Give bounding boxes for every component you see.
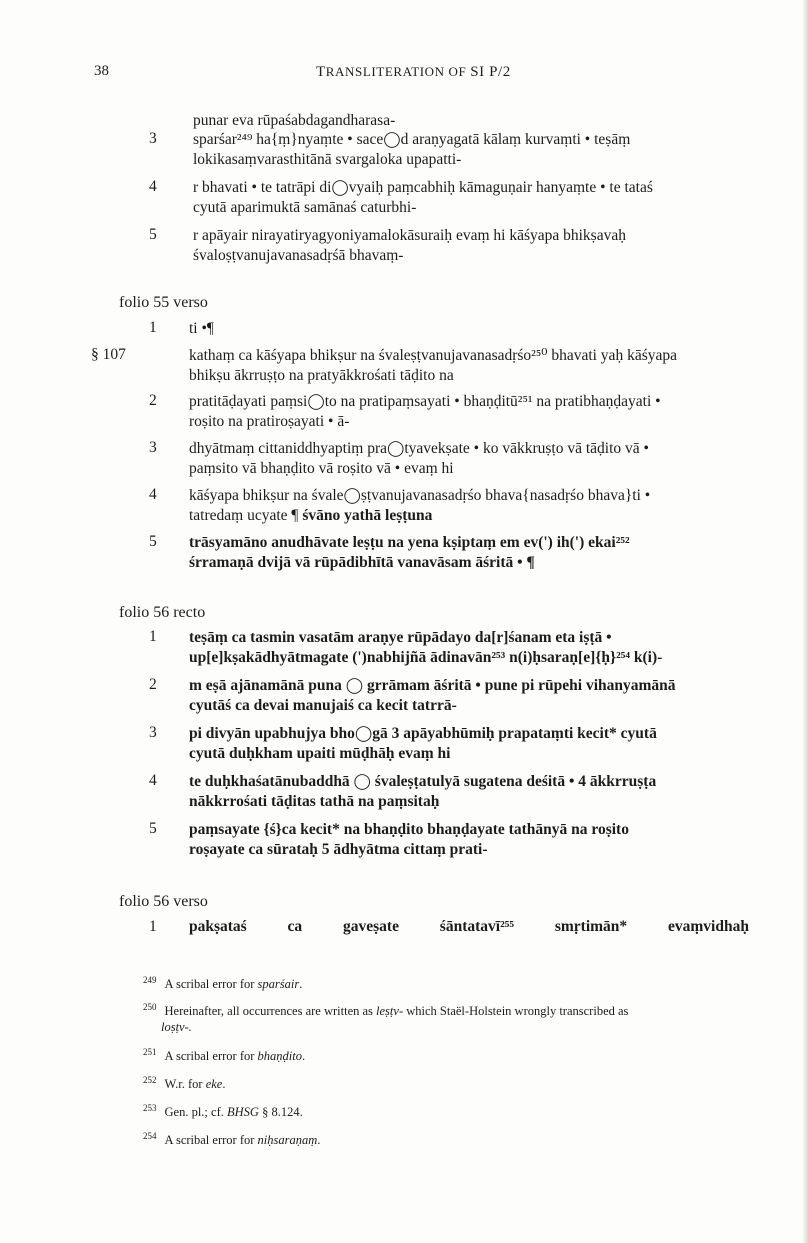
- verse-line: śrramaṇā dvijā vā rūpādibhītā vanavāsam āśritā • ¶: [189, 554, 535, 571]
- verse-start: śvāno yathā leṣṭuna: [302, 507, 433, 524]
- text-line: cyutā aparimuktā samānaś caturbhi-: [193, 199, 417, 216]
- footnote: $^{250}$ Hereinafter, all occurrences are written as leṣṭv- which Staël-Holstein wrongly transcribed as: [143, 1002, 629, 1019]
- word: śāntatavī²⁵⁵: [439, 918, 515, 935]
- line-number: 1: [149, 319, 157, 336]
- verse-line: up[e]kṣakādhyātmagate (')nabhijñā ādinavān²⁵³ n(i)ḥsaraṇ[e]{ḥ}²⁵⁴ k(i)-: [189, 649, 663, 666]
- line-number: 2: [149, 392, 157, 409]
- line-number: 4: [149, 486, 157, 503]
- line-number: 3: [149, 130, 157, 147]
- text-line: r apāyair nirayatiryagyoniyamalokāsuraiḥ evaṃ hi kāśyapa bhikṣavaḥ: [193, 227, 626, 244]
- verse-line: paṃsayate {ś}ca kecit* na bhaṇḍito bhaṇḍayate tathānyā na roṣito: [189, 821, 629, 838]
- text-line: paṃsito vā bhaṇḍito vā roṣito vā • evaṃ hi: [189, 460, 454, 477]
- footnote: $^{254}$ A scribal error for niḥsaraṇaṃ.: [143, 1131, 321, 1148]
- verse-line: nākkrrośati tāḍitas tathā na paṃsitaḥ: [189, 793, 440, 810]
- footnote-number: 249: [143, 975, 157, 985]
- footnote-number: 253: [143, 1103, 157, 1113]
- line-number: 5: [149, 226, 157, 243]
- text-line: bhikṣu ākrruṣṭo na pratyākkrośati tāḍito na: [189, 367, 454, 384]
- page-number: 38: [94, 63, 109, 79]
- footnote-term: eke: [205, 1077, 223, 1092]
- footnote-term: bhaṇḍito: [257, 1049, 302, 1064]
- footnote: $^{252}$ W.r. for eke.: [143, 1075, 226, 1092]
- line-number: 2: [149, 676, 157, 693]
- section-number: § 107: [91, 346, 126, 363]
- verse-line: cyutā duḥkham upaiti mūḍhāḥ evaṃ hi: [189, 745, 451, 762]
- line-number: 3: [149, 724, 157, 741]
- verse-line: cyutāś ca devai manujaiś ca kecit tatrrā-: [189, 697, 457, 714]
- line-number: 5: [149, 820, 157, 837]
- running-title: TRANSLITERATION OF SI P/2: [316, 64, 511, 80]
- text-line: sparśar²⁴⁹ ha{ṃ}nyaṃte • sace◯d araṇyagatā kālaṃ kurvaṃti • teṣāṃ: [193, 131, 631, 148]
- verse-line: m eṣā ajānamānā puna ◯ grrāmam āśritā • pune pi rūpehi vihanyamānā: [189, 677, 676, 694]
- text-line: [189, 506, 432, 525]
- footnote-term: sparśair: [257, 977, 300, 992]
- folio-heading: folio 56 recto: [119, 604, 206, 621]
- text-line: pratitāḍayati paṃsi◯to na pratipaṃsayati • bhaṇḍitū²⁵¹ na pratibhaṇḍayati •: [189, 393, 661, 410]
- text-line: kathaṃ ca kāśyapa bhikṣur na śvaleṣṭvanujavanasadṛśo²⁵⁰ bhavati yaḥ kāśyapa: [189, 347, 677, 364]
- text-segment: tatredaṃ ucyate ¶: [189, 507, 303, 524]
- verse-line: teṣāṃ ca tasmin vasatām araṇye rūpādayo da[r]śanam eta iṣṭā •: [189, 629, 612, 646]
- text-line: r bhavati • te tatrāpi di◯vyaiḥ paṃcabhiḥ kāmaguṇair hanyaṃte • te tataś: [193, 179, 653, 196]
- word: smṛtimān*: [554, 918, 628, 935]
- line-number: 1: [149, 628, 157, 645]
- footnote: $^{251}$ A scribal error for bhaṇḍito.: [143, 1047, 306, 1064]
- footnote-term: niḥsaraṇaṃ: [257, 1133, 318, 1148]
- text-line: ti •¶: [189, 320, 214, 337]
- verse-line: trāsyamāno anudhāvate leṣṭu na yena kṣiptaṃ em ev(') ih(') ekai²⁵²: [189, 534, 630, 551]
- verse-line: te duḥkhaśatānubaddhā ◯ śvaleṣṭatulyā sugatena deśitā • 4 ākkrruṣṭa: [189, 773, 657, 790]
- verse-line: pi divyān upabhujya bho◯gā 3 apāyabhūmiḥ prapataṃti kecit* cyutā: [189, 725, 657, 742]
- footnote-continuation: loṣṭv-.: [161, 1020, 192, 1034]
- verse-line: roṣayate ca sūrataḥ 5 ādhyātma cittaṃ prati-: [189, 841, 488, 858]
- line-number: 1: [149, 918, 157, 935]
- word: pakṣataś: [189, 918, 247, 935]
- line-number: 4: [149, 178, 157, 195]
- line-number: 3: [149, 439, 157, 456]
- text-line: roṣito na pratiroṣayati • ā-: [189, 413, 350, 430]
- text-line: dhyātmaṃ cittaniddhyaptiṃ pra◯tyavekṣate • ko vākkruṣṭo vā tāḍito vā •: [189, 440, 649, 457]
- footnote: $^{249}$ A scribal error for sparśair.: [143, 975, 303, 992]
- justified-verse-line: [189, 918, 749, 936]
- footnote-number: 250: [143, 1002, 157, 1012]
- line-number: 4: [149, 772, 157, 789]
- footnote-number: 251: [143, 1047, 157, 1057]
- word: gaveṣate: [343, 918, 399, 935]
- footnote-number: 254: [143, 1131, 157, 1141]
- word: ca: [287, 918, 303, 935]
- page-edge-shadow: [802, 0, 808, 1243]
- word: evaṃvidhaḥ: [668, 918, 749, 935]
- text-line: lokikasaṃvarasthitānā svargaloka upapatti-: [193, 151, 462, 168]
- line-number: 5: [149, 533, 157, 550]
- footnote-term: leṣṭv-: [376, 1004, 404, 1019]
- intro-line: punar eva rūpaśabdagandharasa-: [193, 112, 396, 129]
- footnote: $^{253}$ Gen. pl.; cf. BHSG § 8.124.: [143, 1103, 303, 1120]
- footnote-number: 252: [143, 1075, 157, 1085]
- text-line: kāśyapa bhikṣur na śvale◯ṣṭvanujavanasadṛśo bhava{nasadṛśo bhava}ti •: [189, 487, 651, 504]
- folio-heading: folio 56 verso: [119, 893, 208, 910]
- footnote-term: BHSG: [226, 1105, 259, 1120]
- text-line: śvaloṣṭvanujavanasadṛśā bhavaṃ-: [193, 247, 404, 264]
- folio-heading: folio 55 verso: [119, 294, 208, 311]
